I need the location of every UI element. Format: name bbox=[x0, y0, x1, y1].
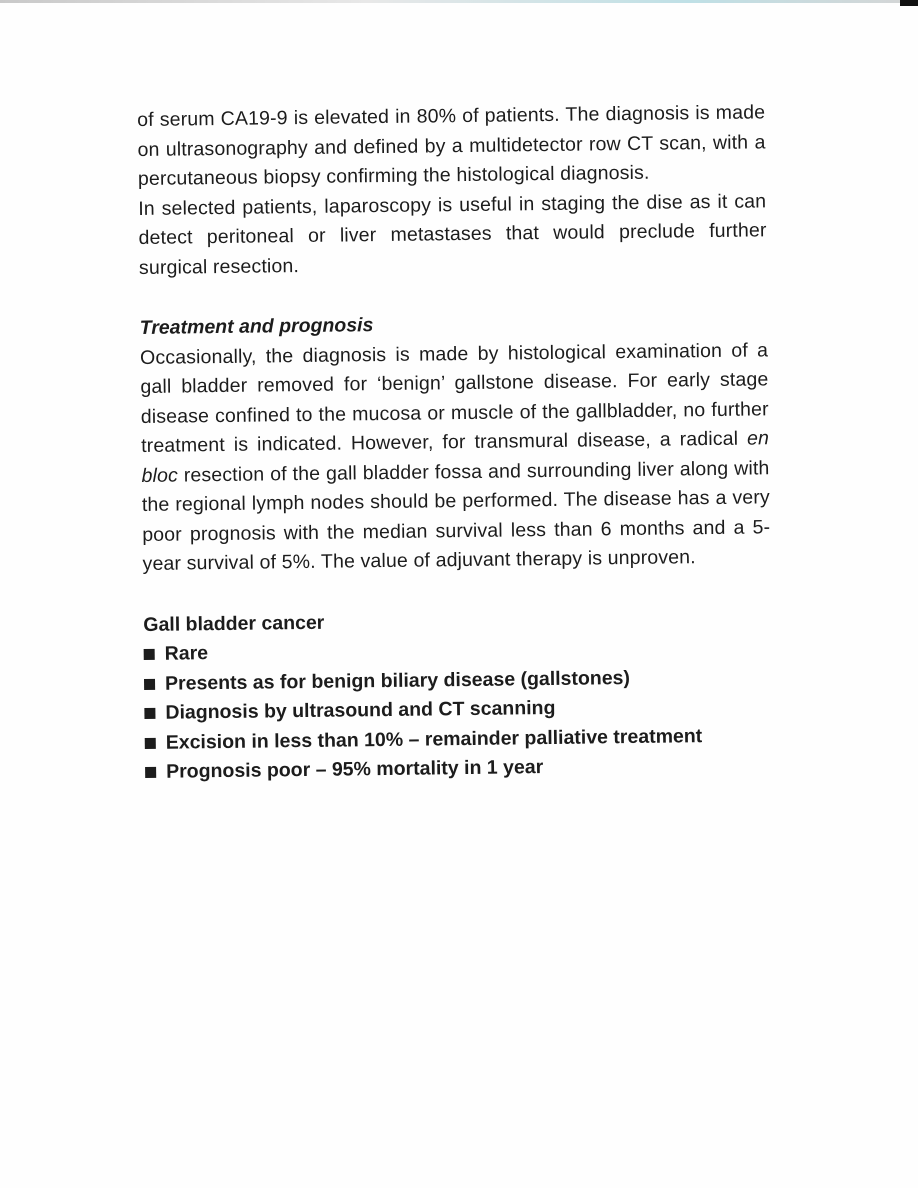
square-bullet-icon bbox=[145, 738, 156, 749]
summary-item-text: Excision in less than 10% – remainder palliative treatment bbox=[165, 724, 703, 754]
treatment-paragraph bbox=[140, 336, 771, 580]
summary-item-text: Prognosis poor – 95% mortality in 1 year bbox=[166, 756, 544, 783]
intro-paragraph-2: In selected patients, laparoscopy is useful in staging the dise as it can detect peritoneal or liver metastases that would preclude further surgical resection. bbox=[138, 189, 767, 279]
intro-paragraph-1: of serum CA19-9 is elevated in 80% of patients. The diagnosis is made on ultrasonography and defined by a multidetector row CT scan, with a percutaneous biopsy confirming the histological diagnosis. bbox=[137, 101, 766, 190]
square-bullet-icon bbox=[144, 679, 155, 690]
summary-list-item bbox=[145, 750, 773, 787]
summary-box-title: Gall bladder cancer bbox=[143, 611, 325, 636]
scan-corner-mark bbox=[900, 0, 918, 6]
square-bullet-icon bbox=[144, 649, 155, 660]
treatment-text-before: Occasionally, the diagnosis is made by histological examination of a gall bladder removed for ‘benign’ gallstone disease. For early stage disease confined to the mucosa or muscle of the gallbladder, no further treatment is indicated. However, for transmural disease, a radical bbox=[139, 338, 769, 457]
summary-item-text: Presents as for benign biliary disease (gallstones) bbox=[164, 666, 631, 695]
square-bullet-icon bbox=[145, 767, 156, 778]
summary-item-text: Rare bbox=[164, 642, 209, 665]
document-page bbox=[137, 98, 773, 787]
treatment-text-after: resection of the gall bladder fossa and surrounding liver along with the regional lymph nodes should be performed. The disease has a very poor prognosis with the median survival less than 6 months and a 5-year survival of 5%. The value of adjuvant therapy is unproven. bbox=[141, 456, 771, 575]
treatment-italic-term: en bloc bbox=[141, 427, 770, 487]
summary-item-text: Diagnosis by ultrasound and CT scanning bbox=[165, 696, 556, 724]
scan-top-edge bbox=[0, 0, 918, 3]
section-heading-treatment: Treatment and prognosis bbox=[139, 314, 374, 339]
summary-box-list bbox=[144, 632, 774, 787]
square-bullet-icon bbox=[144, 708, 155, 719]
